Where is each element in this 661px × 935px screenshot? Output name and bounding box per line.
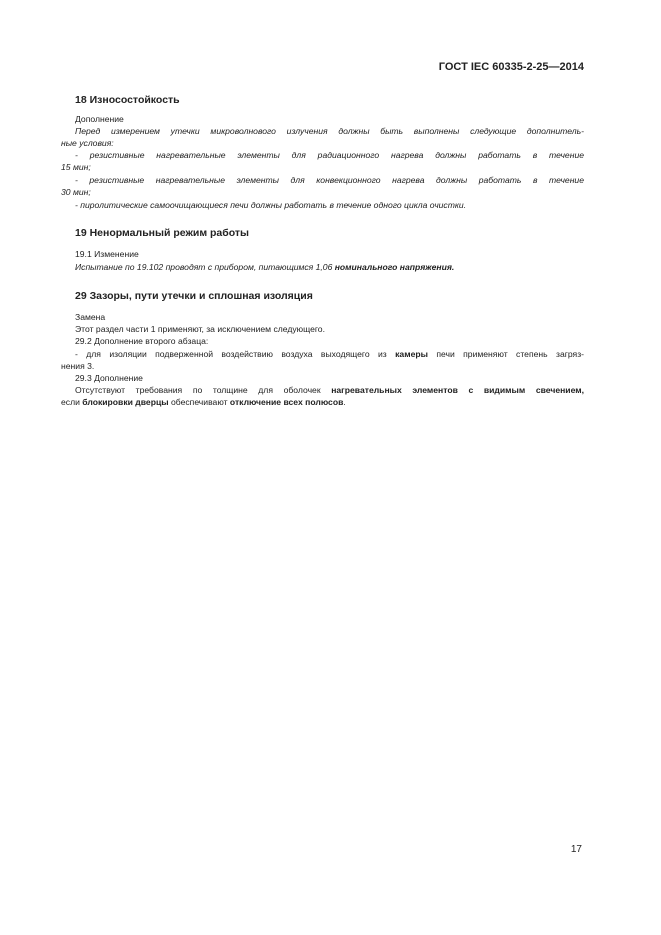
section-heading-29: 29 Зазоры, пути утечки и сплошная изоляция <box>75 290 313 302</box>
text-line <box>75 323 584 335</box>
text-line <box>61 186 584 198</box>
text-line <box>75 311 584 323</box>
text-line <box>75 199 584 211</box>
text-segment: если <box>61 397 83 407</box>
bold-term: блокировки дверцы <box>82 397 169 407</box>
text-segment: обеспечивают <box>168 397 230 407</box>
text-segment: Испытание по 19.102 проводят с прибором, питающимся 1,06 <box>75 262 335 272</box>
text-segment: - резистивные нагревательные элементы для радиационного нагрева должны работать в течение <box>75 150 584 160</box>
text-line <box>75 372 584 384</box>
text-segment: печи применяют степень загряз- <box>427 349 584 359</box>
bold-term: нагревательных элементов с видимым свечением, <box>331 385 584 395</box>
text-segment: Дополнение <box>75 114 124 124</box>
text-line <box>61 360 584 372</box>
text-line <box>75 174 584 186</box>
text-segment: 29.3 Дополнение <box>75 373 143 383</box>
bold-term: камеры <box>395 349 428 359</box>
text-line <box>75 261 584 273</box>
text-segment: 29.2 Дополнение второго абзаца: <box>75 336 209 346</box>
document-header: ГОСТ IEC 60335-2-25—2014 <box>438 61 584 73</box>
text-line <box>75 149 584 161</box>
text-segment: - пиролитические самоочищающиеся печи должны работать в течение одного цикла очистки. <box>75 200 467 210</box>
text-segment: Замена <box>75 312 106 322</box>
text-line <box>75 335 584 347</box>
text-line <box>75 125 584 137</box>
bold-term: номинального напряжения. <box>334 262 455 272</box>
text-line <box>61 161 584 173</box>
text-segment: ные условия: <box>61 138 114 148</box>
text-segment: Этот раздел части 1 применяют, за исключением следующего. <box>75 324 325 334</box>
text-line <box>75 248 584 260</box>
text-segment: Перед измерением утечки микроволнового излучения должны быть выполнены следующие дополнитель- <box>75 126 584 136</box>
text-segment: 19.1 Изменение <box>75 249 139 259</box>
section-heading-19: 19 Ненормальный режим работы <box>75 227 250 239</box>
section-heading-18: 18 Износостойкость <box>75 94 180 106</box>
text-segment: 30 мин; <box>61 187 91 197</box>
bold-term: отключение всех полюсов <box>229 397 344 407</box>
text-line <box>75 384 584 396</box>
text-segment: нения 3. <box>61 361 95 371</box>
text-line <box>75 348 584 360</box>
text-line <box>61 396 584 408</box>
text-segment: 15 мин; <box>61 162 91 172</box>
text-segment: Отсутствуют требования по толщине для оболочек <box>75 385 332 395</box>
page-number: 17 <box>570 844 582 855</box>
text-line <box>61 137 584 149</box>
text-segment: . <box>343 397 346 407</box>
text-segment: - для изоляции подверженной воздействию воздуха выходящего из <box>75 349 396 359</box>
text-segment: - резистивные нагревательные элементы для конвекционного нагрева должны работать в течение <box>75 175 584 185</box>
text-line <box>75 113 584 125</box>
